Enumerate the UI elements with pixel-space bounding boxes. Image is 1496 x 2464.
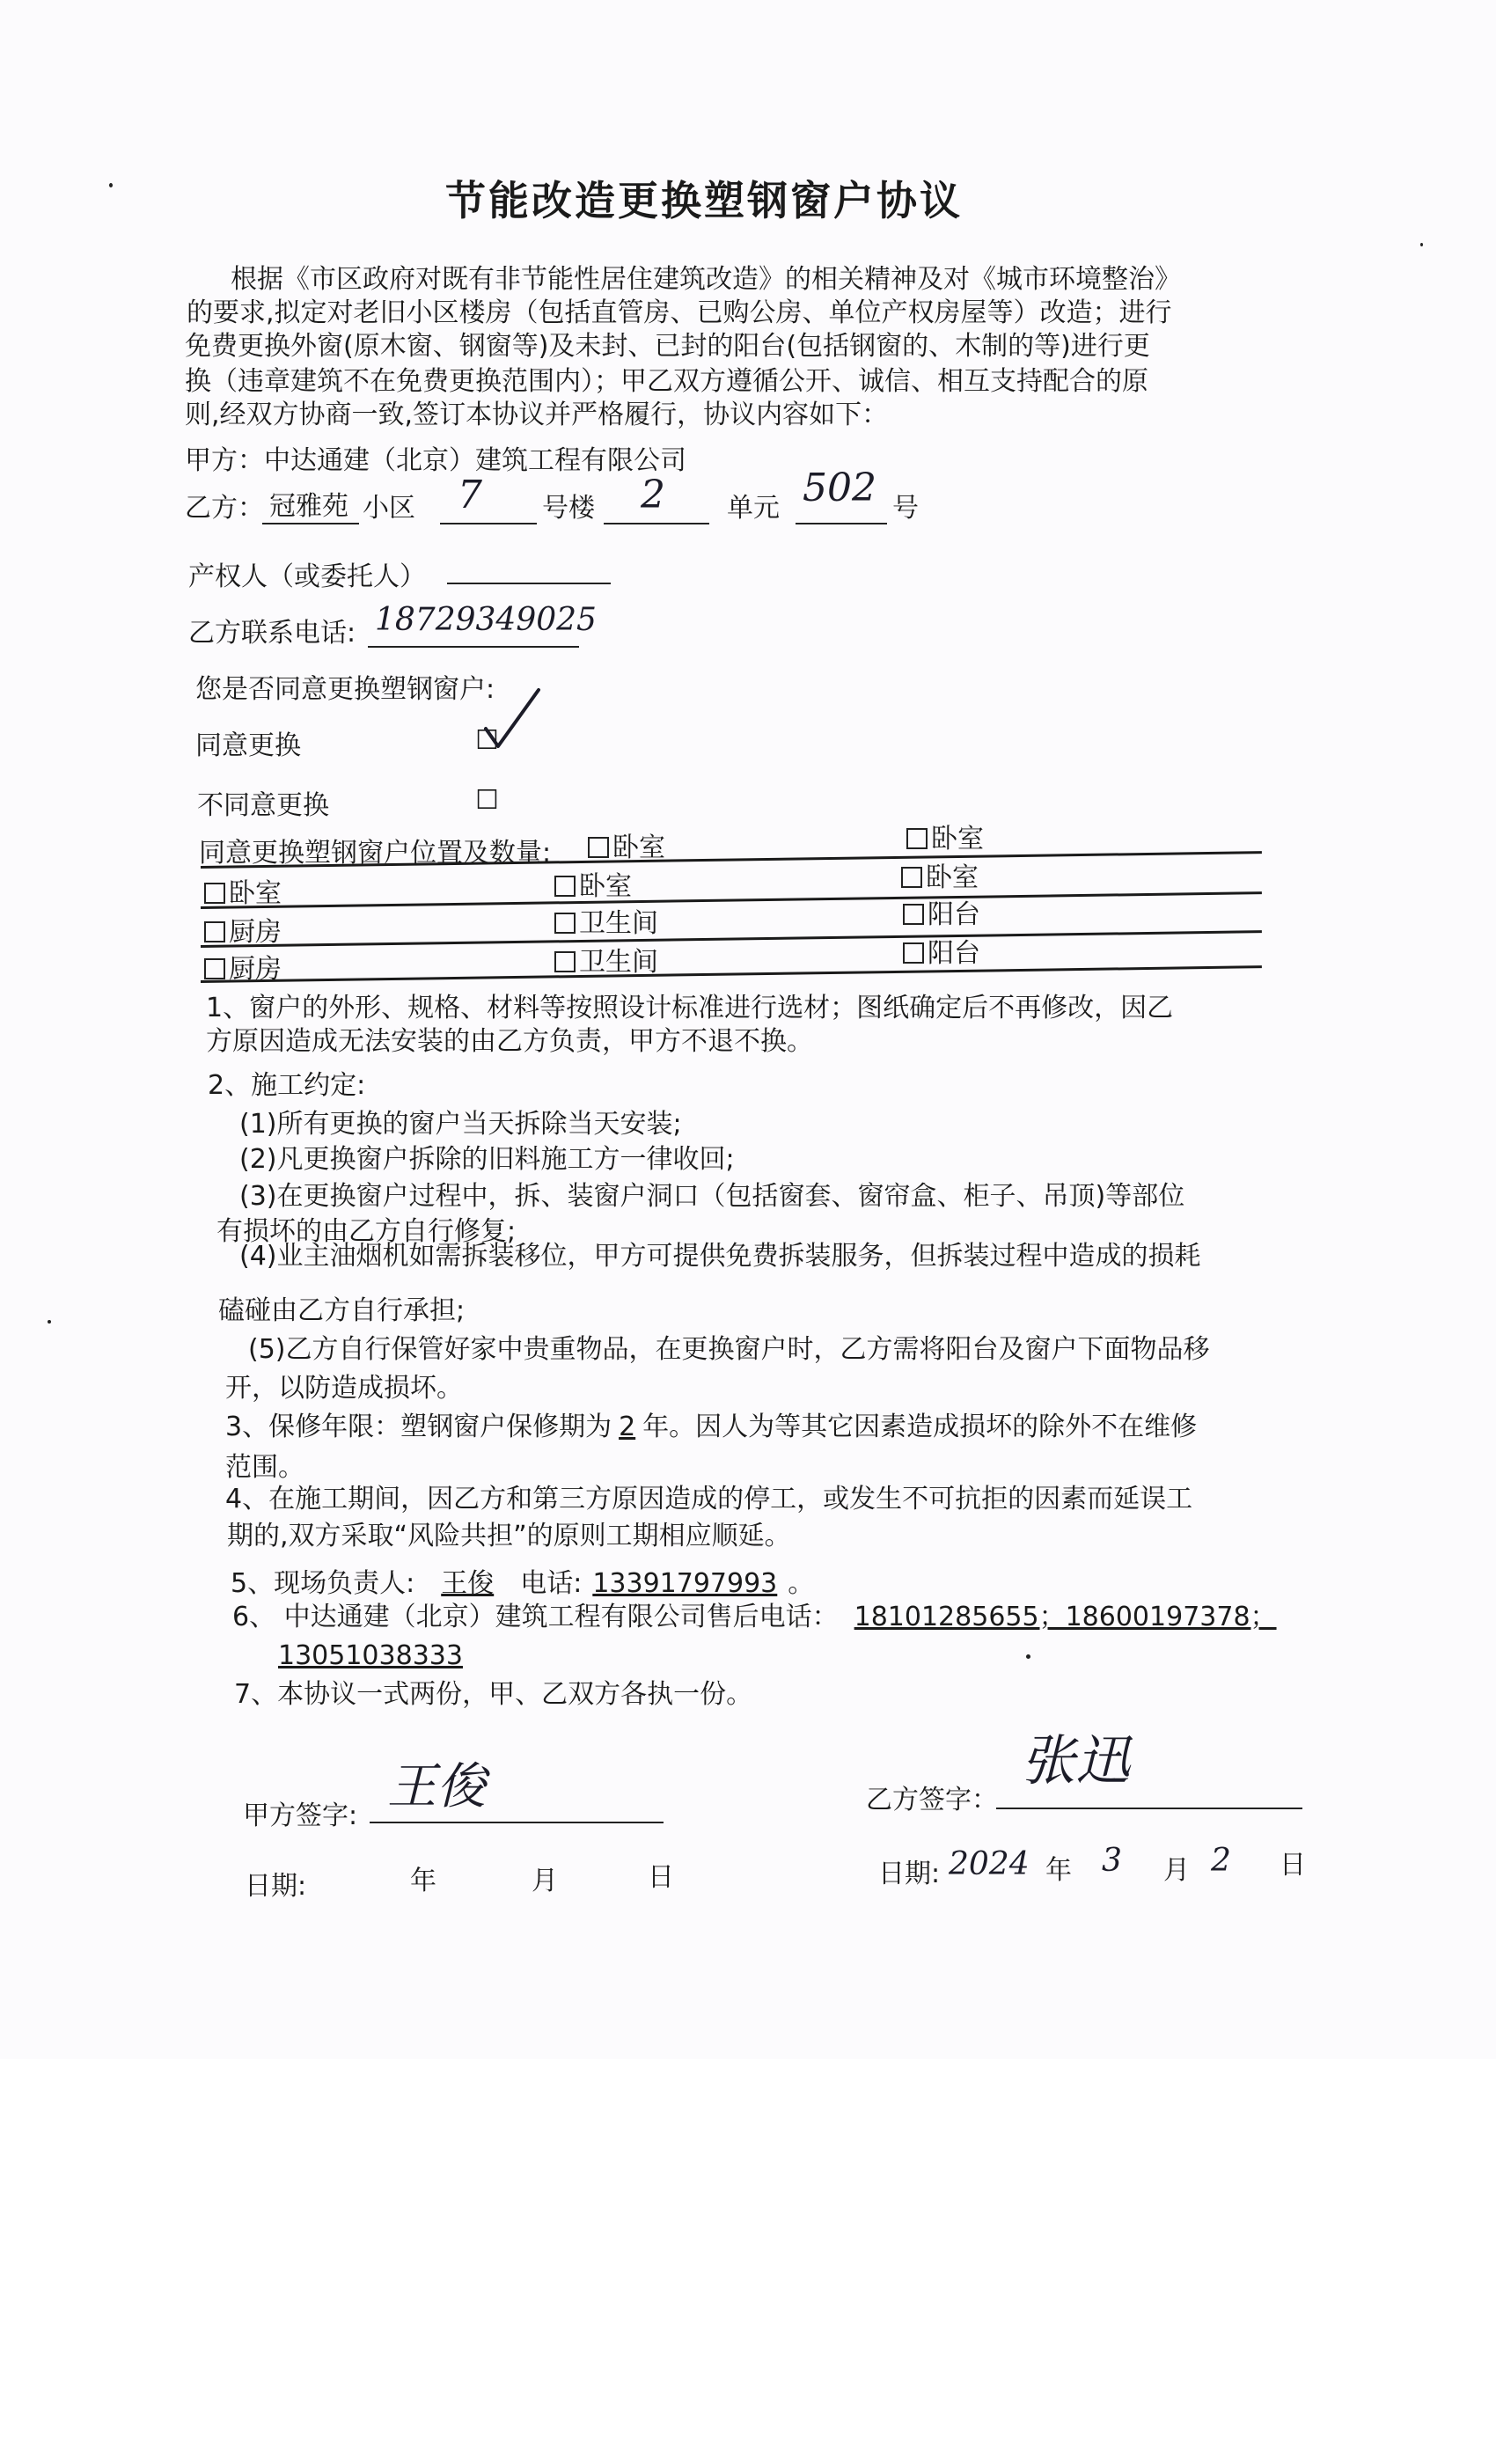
table-rule	[201, 930, 1262, 948]
position-r3c1[interactable]: 厨房	[204, 915, 282, 950]
party-b-date-day-value: 2	[1211, 1843, 1231, 1879]
checkbox-icon	[901, 867, 922, 888]
position-r4c3[interactable]: 阳台	[903, 936, 980, 972]
phone-value: 18729349025	[375, 602, 597, 638]
scan-speck	[1420, 243, 1423, 246]
checkbox-icon	[554, 913, 576, 934]
clause-2-title: 2、施工约定:	[208, 1070, 366, 1101]
position-r2c2[interactable]: 卧室	[554, 869, 632, 905]
agree-checkbox[interactable]: ☐	[475, 725, 499, 756]
agree-label: 同意更换	[195, 730, 301, 761]
clause-2-item-2: (2)凡更换窗户拆除的旧料施工方一律收回;	[239, 1144, 735, 1175]
site-manager-phone: 13391797993	[592, 1568, 778, 1599]
clause-2-item-5-cont: 开，以防造成损坏。	[225, 1373, 463, 1404]
clause-2-item-3-cont: 有损坏的由乙方自行修复;	[216, 1216, 517, 1247]
party-b-date-month-value: 3	[1102, 1843, 1122, 1879]
party-b-date-label: 日期:	[878, 1859, 941, 1889]
party-a-date-label: 日期:	[245, 1871, 307, 1902]
party-a-sign-label: 甲方签字:	[243, 1800, 358, 1831]
intro-line-1: 根据《市区政府对既有非节能性居住建筑改造》的相关精神及对《城市环境整治》	[231, 264, 1181, 295]
checkbox-icon	[588, 837, 609, 858]
clause-4-line-2: 期的,双方采取“风险共担”的原则工期相应顺延。	[227, 1521, 791, 1551]
party-a-date-day: 日	[648, 1862, 674, 1893]
scan-speck	[109, 183, 113, 187]
checkbox-icon	[906, 828, 928, 849]
checkbox-icon	[903, 904, 924, 925]
party-a-date-year: 年	[410, 1866, 436, 1896]
warranty-years: 2	[619, 1412, 636, 1442]
checkbox-icon	[554, 876, 576, 897]
clause-2-item-4: (4)业主油烟机如需拆装移位，甲方可提供免费拆装服务，但拆装过程中造成的损耗	[239, 1241, 1201, 1272]
clause-2-item-3: (3)在更换窗户过程中，拆、装窗户洞口（包括窗套、窗帘盒、柜子、吊顶)等部位	[239, 1181, 1185, 1212]
party-b-sign-label: 乙方签字：	[866, 1785, 998, 1815]
party-b-date-year: 年	[1045, 1855, 1072, 1886]
clause-5: 5、现场负责人: 王俊 电话: 13391797993 。	[231, 1568, 815, 1599]
clause-2-item-5: (5)乙方自行保管好家中贵重物品，在更换窗户时，乙方需将阳台及窗户下面物品移	[248, 1334, 1210, 1365]
party-b-label: 乙方：	[185, 493, 264, 524]
position-r2c3[interactable]: 卧室	[901, 861, 979, 896]
clause-1-line-1: 1、窗户的外形、规格、材料等按照设计标准进行选材；图纸确定后不再修改，因乙	[206, 993, 1174, 1023]
position-r1c2[interactable]: 卧室	[588, 831, 665, 866]
party-b-signature: 张迅	[1021, 1728, 1131, 1793]
position-r4c2[interactable]: 卫生间	[554, 945, 658, 980]
party-a-date-month: 月	[532, 1866, 558, 1896]
clause-1-line-2: 方原因造成无法安装的由乙方负责，甲方不退不换。	[206, 1026, 813, 1057]
party-b-date-day: 日	[1280, 1850, 1306, 1881]
clause-3-line-2: 范围。	[225, 1452, 304, 1483]
position-r3c2[interactable]: 卫生间	[554, 906, 658, 942]
community-suffix: 小区	[363, 493, 415, 524]
owner-label: 产权人（或委托人）	[188, 561, 426, 592]
position-r4c1[interactable]: 厨房	[204, 952, 282, 987]
after-sales-phones: 18101285655；18600197378；	[854, 1602, 1277, 1632]
site-manager-name: 王俊	[441, 1568, 495, 1599]
unit-suffix: 单元	[727, 493, 780, 524]
intro-line-4: 换（违章建筑不在免费更换范围内）；甲乙双方遵循公开、诚信、相互支持配合的原	[185, 366, 1148, 397]
unit-number: 2	[641, 473, 665, 517]
room-number: 502	[803, 466, 876, 510]
party-b-date-month: 月	[1163, 1855, 1190, 1886]
checkbox-icon	[903, 942, 924, 964]
intro-line-3: 免费更换外窗(原木窗、钢窗等)及未封、已封的阳台(包括钢窗的、木制的等)进行更	[185, 331, 1150, 362]
clause-2-item-1: (1)所有更换的窗户当天拆除当天安装;	[239, 1109, 682, 1140]
checkmark-icon	[482, 685, 544, 755]
checkbox-icon	[204, 883, 225, 904]
position-r2c1[interactable]: 卧室	[204, 876, 282, 912]
checkbox-icon	[554, 951, 576, 972]
question-label: 您是否同意更换塑钢窗户:	[195, 674, 495, 705]
disagree-checkbox[interactable]: ☐	[475, 785, 499, 816]
intro-line-5: 则,经双方协商一致,签订本协议并严格履行，协议内容如下：	[185, 400, 889, 430]
phone-label: 乙方联系电话:	[188, 618, 356, 649]
disagree-label: 不同意更换	[197, 790, 329, 821]
checkbox-icon	[204, 921, 225, 942]
clause-2-item-4-cont: 磕碰由乙方自行承担;	[218, 1295, 466, 1326]
community-name: 冠雅苑	[269, 491, 348, 522]
owner-field	[447, 553, 611, 584]
clause-3-line-1: 3、保修年限：塑钢窗户保修期为 2 年。因人为等其它因素造成损坏的除外不在维修	[225, 1412, 1198, 1442]
party-a: 甲方：中达通建（北京）建筑工程有限公司	[185, 445, 686, 476]
party-b-date-year-value: 2024	[949, 1846, 1030, 1882]
scan-speck	[1026, 1654, 1030, 1659]
positions-label: 同意更换塑钢窗户位置及数量:	[199, 838, 552, 869]
building-number: 7	[458, 473, 482, 517]
after-sales-phone-2: 13051038333	[278, 1640, 463, 1671]
table-rule	[201, 891, 1262, 909]
intro-line-2: 的要求,拟定对老旧小区楼房（包括直管房、已购公房、单位产权房屋等）改造；进行	[187, 297, 1172, 328]
position-r3c3[interactable]: 阳台	[903, 898, 980, 933]
document-title: 节能改造更换塑钢窗户协议	[445, 177, 963, 224]
scan-speck	[48, 1320, 51, 1324]
table-rule	[201, 965, 1262, 983]
clause-4-line-1: 4、在施工期间，因乙方和第三方原因造成的停工，或发生不可抗拒的因素而延误工	[225, 1484, 1193, 1514]
room-suffix: 号	[892, 493, 919, 524]
building-suffix: 号楼	[542, 493, 595, 524]
party-a-signature: 王俊	[387, 1758, 486, 1815]
position-r1c3[interactable]: 卧室	[906, 822, 984, 857]
clause-6-line-1: 6、 中达通建（北京）建筑工程有限公司售后电话： 18101285655；18600197378；	[232, 1602, 1277, 1632]
clause-7: 7、本协议一式两份，甲、乙双方各执一份。	[234, 1679, 753, 1710]
checkbox-icon	[204, 958, 225, 979]
